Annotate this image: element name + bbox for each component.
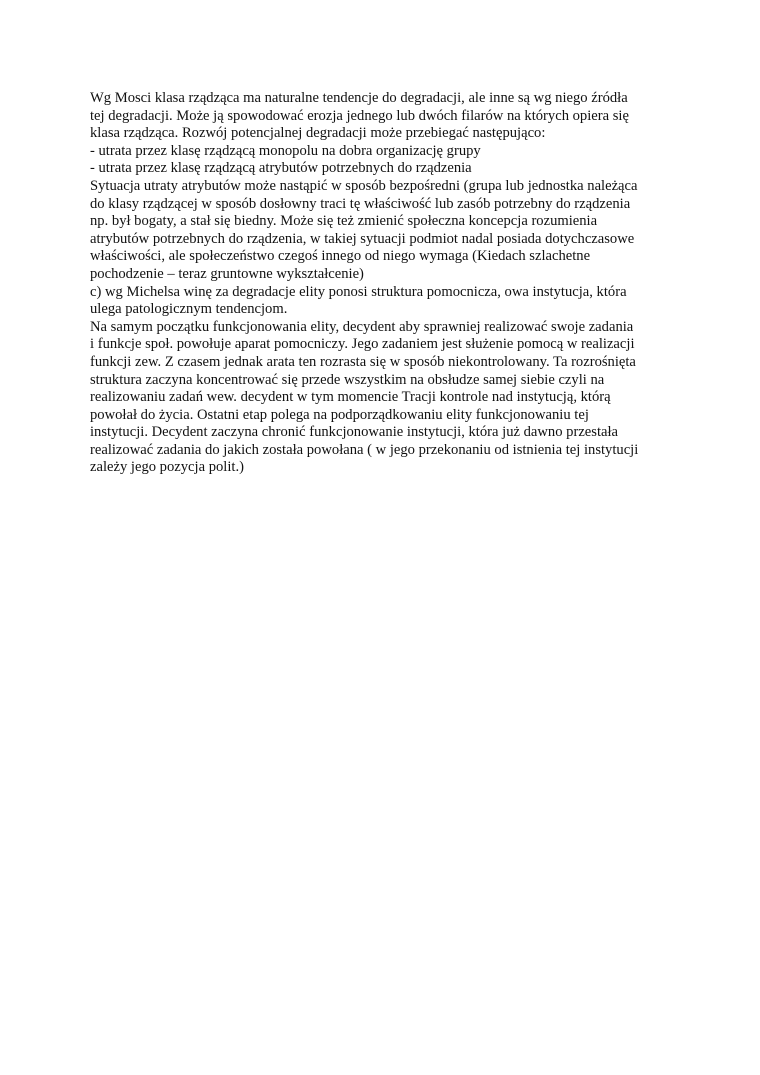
text-line: pochodzenie – teraz gruntowne wykształcenie) [90,265,364,282]
text-line: realizować zadania do jakich została powołana ( w jego przekonaniu od istnienia tej instytucji [90,441,639,458]
text-line: Wg Mosci klasa rządząca ma naturalne tendencje do degradacji, ale inne są wg niego źródła [90,90,628,106]
text-line: tej degradacji. Może ją spowodować erozja jednego lub dwóch filarów na których opiera się [90,107,629,124]
text-line: instytucji. Decydent zaczyna chronić funkcjonowanie instytucji, która już dawno przestała [90,424,619,441]
text-line: struktura zaczyna koncentrować się przede wszystkim na obsłudze samej siebie czyli na [90,371,605,388]
text-line: i funkcje społ. powołuje aparat pomocniczy. Jego zadaniem jest służenie pomocą w realizacji [90,336,635,353]
text-line: ulega patologicznym tendencjom. [90,301,288,318]
text-line: klasa rządząca. Rozwój potencjalnej degradacji może przebiegać następująco: [90,125,546,142]
text-line: powołał do życia. Ostatni etap polega na podporządkowaniu elity funkcjonowaniu tej [90,406,589,423]
text-line: c) wg Michelsa winę za degradacje elity ponosi struktura pomocnicza, owa instytucja, która [90,283,627,300]
text-line: do klasy rządzącej w sposób dosłowny traci tę właściwość lub zasób potrzebny do rządzenia [90,195,631,212]
text-line: realizowaniu zadań wew. decydent w tym momencie Tracji kontrole nad instytucją, którą [90,389,611,406]
text-line: Na samym początku funkcjonowania elity, decydent aby sprawniej realizować swoje zadania [90,318,634,335]
body-text [90,90,690,477]
text-line: właściwości, ale społeczeństwo czegoś innego od niego wymaga (Kiedach szlachetne [90,248,591,265]
text-line: atrybutów potrzebnych do rządzenia, w takiej sytuacji podmiot nadal posiada dotychczasowe [90,230,635,247]
text-line: funkcji zew. Z czasem jednak arata ten rozrasta się w sposób niekontrolowany. Ta rozrośnięta [90,353,636,370]
text-line: - utrata przez klasę rządzącą atrybutów potrzebnych do rządzenia [90,160,472,177]
text-line: zależy jego pozycja polit.) [90,459,244,476]
text-line: Sytuacja utraty atrybutów może nastąpić w sposób bezpośredni (grupa lub jednostka należąca [90,177,638,194]
text-line: np. był bogaty, a stał się biedny. Może się też zmienić społeczna koncepcja rozumienia [90,213,598,230]
text-line: - utrata przez klasę rządzącą monopolu na dobra organizację grupy [90,142,481,159]
